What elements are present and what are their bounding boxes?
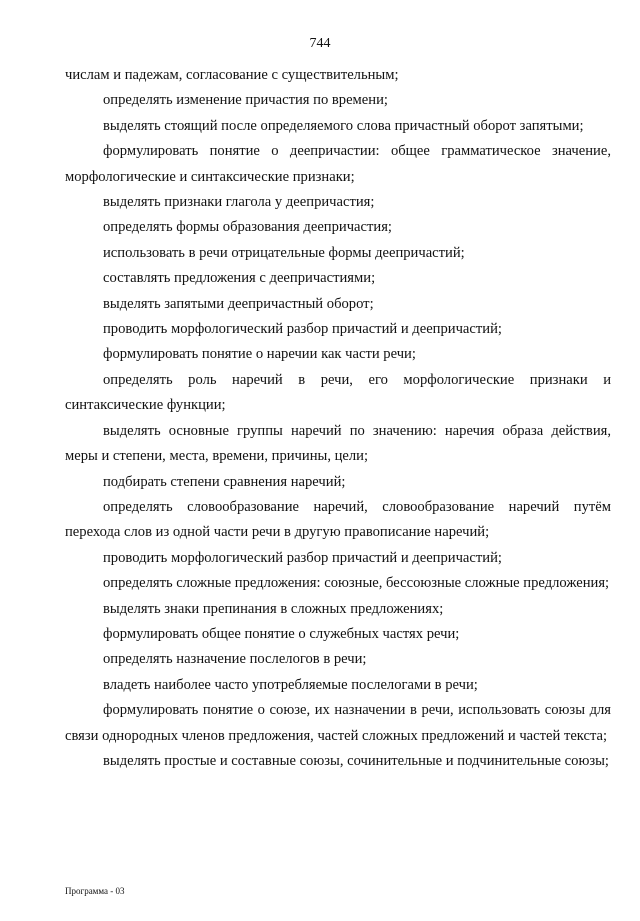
paragraph: проводить морфологический разбор причастий и деепричастий; <box>103 321 502 338</box>
paragraph: определять сложные предложения: союзные, бессоюзные сложные предложения; <box>103 575 610 592</box>
footer-program-code: Программа - 03 <box>65 886 125 896</box>
paragraph: определять изменение причастия по времени; <box>103 92 388 109</box>
paragraph: формулировать понятие о союзе, их назначении в речи, использовать союзы для связи однородных членов предложения, частей сложных предложений и частей текста; <box>65 702 611 744</box>
paragraph: проводить морфологический разбор причастий и деепричастий; <box>103 549 502 566</box>
paragraph: определять словообразование наречий, словообразование наречий путём перехода слов из одной части речи в другую правописание наречий; <box>65 498 611 541</box>
paragraph: формулировать понятие о наречии как части речи; <box>103 346 416 363</box>
page-number: 744 <box>309 36 331 51</box>
paragraph: выделять основные группы наречий по значению: наречия образа действия, меры и степени, места, времени, причины, цели; <box>65 422 611 465</box>
paragraph: выделять стоящий после определяемого слова причастный оборот запятыми; <box>103 117 584 134</box>
paragraph: владеть наиболее часто употребляемые послелогами в речи; <box>103 676 478 693</box>
paragraph: выделять запятыми деепричастный оборот; <box>103 295 374 312</box>
paragraph: выделять признаки глагола у деепричастия; <box>103 194 375 211</box>
paragraph: числам и падежам, согласование с существительным; <box>65 67 399 83</box>
paragraph: определять роль наречий в речи, его морфологические признаки и синтаксические функции; <box>65 371 611 414</box>
paragraph: формулировать понятие о деепричастии: общее грамматическое значение, морфологические и синтаксические признаки; <box>65 143 611 185</box>
paragraph: подбирать степени сравнения наречий; <box>103 473 346 490</box>
body-text <box>65 63 611 774</box>
paragraph: определять назначение послелогов в речи; <box>103 651 367 668</box>
paragraph: составлять предложения с деепричастиями; <box>103 270 376 287</box>
paragraph: выделять простые и составные союзы, сочинительные и подчинительные союзы; <box>103 752 609 769</box>
paragraph: использовать в речи отрицательные формы деепричастий; <box>103 244 465 261</box>
paragraph: выделять знаки препинания в сложных предложениях; <box>103 600 444 617</box>
paragraph: формулировать общее понятие о служебных частях речи; <box>103 625 460 642</box>
paragraph: определять формы образования деепричастия; <box>103 219 392 236</box>
